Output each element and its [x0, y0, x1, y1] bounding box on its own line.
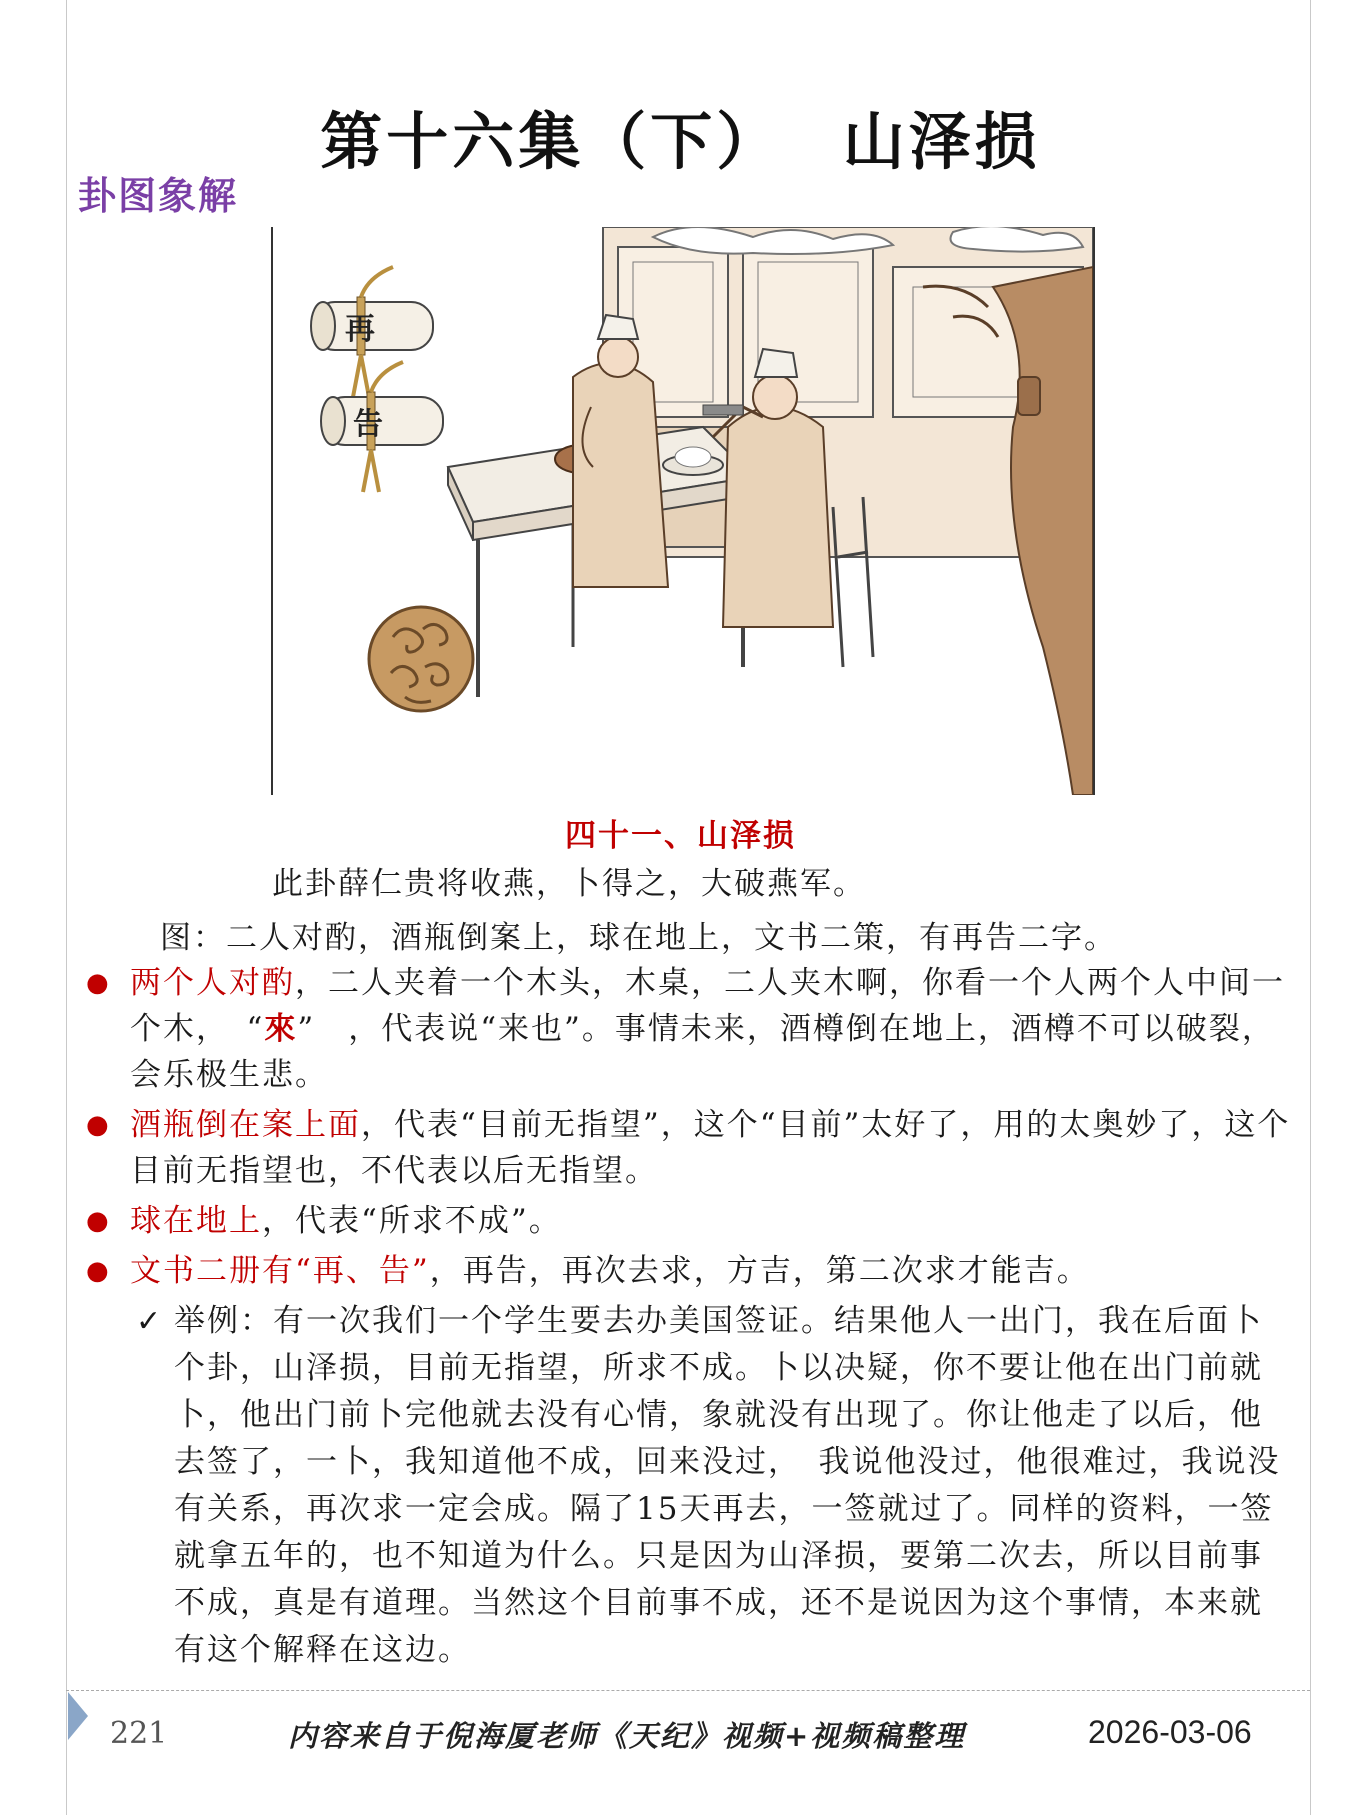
- page-border-left: [66, 0, 67, 1815]
- highlight-text: 酒瓶倒在案上面: [130, 1107, 361, 1143]
- list-item: [86, 1248, 1291, 1294]
- scroll-char-zai: 再: [345, 312, 375, 347]
- body-text: ，再告，再次去求，方吉，第二次求才能吉。: [429, 1253, 1090, 1289]
- section-label: 卦图象解: [78, 173, 239, 218]
- hexagram-heading: 四十一、山泽损: [565, 818, 796, 854]
- page-number: 221: [110, 1716, 168, 1751]
- scroll-icon: [311, 267, 433, 397]
- intro-line-1: 此卦薛仁贵将收燕，卜得之，大破燕军。: [272, 866, 866, 902]
- scroll-char-gao: 告: [353, 407, 383, 442]
- example-paragraph: [86, 1298, 1291, 1674]
- checkmark-icon: ✓: [136, 1304, 164, 1339]
- bullet-list: [86, 960, 1291, 1674]
- highlight-text: 球在地上: [130, 1203, 262, 1239]
- body-text: ，二人夹着一个木头，木桌，二人夹木啊，你看一个人两个人中间一个木， “: [130, 965, 1285, 1047]
- highlight-text: 两个人对酌: [130, 965, 295, 1001]
- list-item: [86, 1102, 1291, 1194]
- highlight-char: 來: [264, 1011, 298, 1047]
- footer-divider: [66, 1690, 1310, 1691]
- bullet-dot-icon: ●: [86, 1110, 111, 1140]
- page-title: 第十六集（下） 山泽损: [320, 105, 1041, 178]
- footer-date: 2026-03-06: [1088, 1714, 1252, 1750]
- footer-source: 内容来自于倪海厦老师《天纪》视频+视频稿整理: [288, 1719, 966, 1753]
- body-text: ，代表“目前无指望”，这个“目前”太好了，用的太奥妙了，这个目前无指望也，不代表以后无指望。: [130, 1107, 1291, 1189]
- body-text: ，代表“所求不成”。: [262, 1203, 562, 1239]
- ball-icon: [369, 607, 473, 711]
- bullet-dot-icon: ●: [86, 1256, 111, 1286]
- triangle-marker-icon: [68, 1692, 88, 1740]
- list-item: [86, 960, 1291, 1098]
- bullet-dot-icon: ●: [86, 968, 111, 998]
- hexagram-illustration: [271, 227, 1095, 795]
- bullet-dot-icon: ●: [86, 1206, 111, 1236]
- list-item: [86, 1198, 1291, 1244]
- example-text: 举例：有一次我们一个学生要去办美国签证。结果他人一出门，我在后面卜个卦，山泽损，目前无指望，所求不成。卜以决疑，你不要让他在出门前就卜，他出门前卜完他就去没有心情，象就没有出现了。你让他走了以后，他去签了，一卜，我知道他不成，回来没过， 我说他没过，他很难过，我说没有关系，再次求一定会成。隔了15天再去，一签就过了。同样的资料，一签就拿五年的，也不知道为什么。只是因为山泽损，要第二次去，所以目前事不成，真是有道理。当然这个目前事不成，还不是说因为这个事情，本来就有这个解释在这边。: [174, 1303, 1281, 1668]
- body-text: ” ，代表说“来也”。事情未来，酒樽倒在地上，酒樽不可以破裂，会乐极生悲。: [130, 1011, 1275, 1093]
- intro-line-2: 图：二人对酌，酒瓶倒案上，球在地上，文书二策，有再告二字。: [160, 920, 1117, 956]
- highlight-text: 文书二册有“再、告”: [130, 1253, 430, 1289]
- page-border-right: [1310, 0, 1311, 1815]
- scroll-icon: [321, 362, 443, 492]
